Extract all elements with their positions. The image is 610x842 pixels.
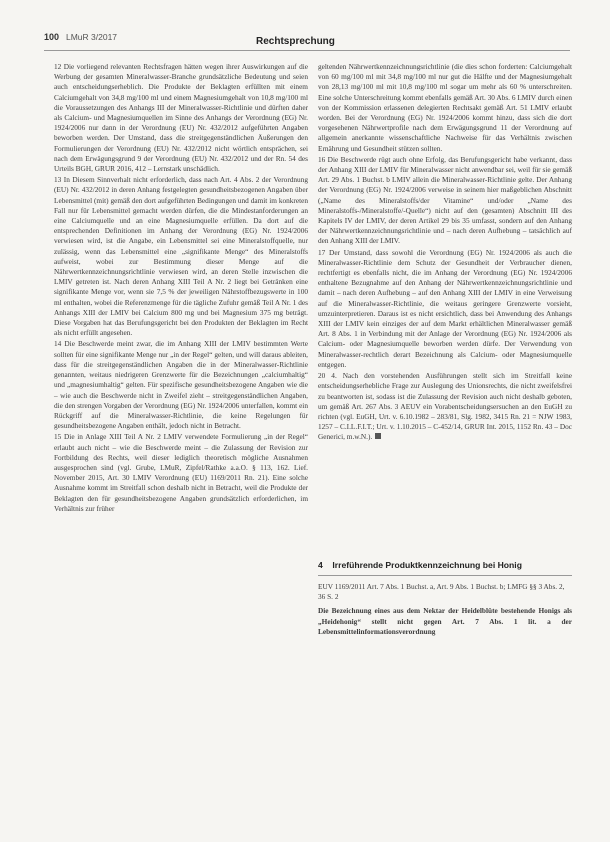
section-title: Rechtsprechung	[256, 36, 335, 47]
paragraph: 13 In Diesem Sinnverhalt nicht erforderlich, dass nach Art. 4 Abs. 2 der Verordnung (EU) Nr. 432/2012 in deren Anhang festgelegten gesundheitsbezogenen Angaben über Lebensmittel (mit) gemäß den dort aufgeführten Bedingungen und damit im konkreten Fall nur für Lebensmittel gemacht werden dürfen, die die Mindestanforderungen an eine Calciumquelle und an eine Magnesiumquelle erfüllen. Da dort auf die entsprechenden Definitionen im Anhang der Verordnung (EG) Nr. 1924/2006 verwiesen wird, ist die Angabe, ein Lebensmittel sei eine Mineralstoffquelle, nur zulässig, wenn das Lebensmittel eine „signifikante Menge“ des Mineralstoffs aufweist, wobei zur Bestimmung dieser Menge auf die Nährwertkennzeichnungsrichtlinie verwiesen wird, an deren Stelle inzwischen die LMIV getreten ist. Nach deren Anhang XIII Teil A Nr. 2 liegt bei Getränken eine signifikante Menge vor, wenn sie 7,5 % der jeweiligen Nährstoffbezugswerte in 100 ml enthalten, wobei die Referenzmenge für die tägliche Zufuhr gemäß Teil A Nr. 1 des Anhangs XIII der LMIV bei Calcium 800 mg und bei Magnesium 375 mg beträgt. Diese Vorgaben hat das Berufungsgericht bei den Produkten der Beklagten im Recht als nicht erfüllt angesehen.	[54, 175, 308, 338]
case-title: Irreführende Produktkennzeichnung bei Honig	[332, 560, 522, 570]
paragraph: 14 Die Beschwerde meint zwar, die im Anhang XIII der LMIV bestimmten Werte sollten für eine signifikante Menge nur „in der Regel“ gelten, und will daraus ableiten, dass für die streitgegenständlichen Angaben die in der Mineralwasser-Richtlinie genannten, weitaus niedrigeren Grenzwerte für die Bezeichnungen „calciumhaltig“ und „magnesiumhaltig“ gelten. Für spezifische gesundheitsbezogene Angaben wie die – wie auch die Beschwerde nicht in Zweifel zieht – streitgegenständlichen Angaben, die den strengen Vorgaben der Verordnung (EG) Nr. 1924/2006 unterfallen, kommt ein Rückgriff auf die Mineralwasser-Richtlinie, die keine Regelungen für gesundheitsbezogene Angaben enthält, jedoch nicht in Betracht.	[54, 339, 308, 431]
header-rule	[44, 50, 570, 51]
paragraph: 12 Die vorliegend relevanten Rechtsfragen hätten wegen ihrer Auswirkungen auf die Werbung der gesamten Mineralwasser-Branche grundsätzliche Bedeutung und seien auch entscheidungserheblich. Die Produkte der Beklagten erfüllten mit einem Calciumgehalt von 34,8 mg/100 ml und einem Magnesiumgehalt von 10,8 mg/100 ml die Voraussetzungen des Anhangs III der Mineralwasser-Richtlinie und dürften daher als Calcium- und Magnesiumquellen im Sinne des Anhangs der Verordnung (EG) Nr. 1924/2006 nur dann in der Verordnung (EU) Nr. 432/2012 aufgeführten Angaben beworben werden. Der Umstand, dass die streitgegenständlichen Äußerungen den Formulierungen der Verordnung (EU) Nr. 432/2012 nicht wörtlich entsprächen, sei nach dem Erwägungsgrund 9 der Verordnung (EU) Nr. 432/2012 und der Rn. 54 des Urteils BGH, GRUR 2016, 412 – Lernstark unschädlich.	[54, 62, 308, 174]
legal-reference: EUV 1169/2011 Art. 7 Abs. 1 Buchst. a, Art. 9 Abs. 1 Buchst. b; LMFG §§ 3 Abs. 2, 36 S. 2	[318, 582, 565, 602]
paragraph: 17 Der Umstand, dass sowohl die Verordnung (EG) Nr. 1924/2006 als auch die Mineralwasser-Richtlinie dem Schutz der Gesundheit der Verbraucher dienen, rechtfertigt es ebenfalls nicht, die im Anhang der Verordnung (EG) Nr. 1924/2006 enthaltene Bezugnahme auf den Anhang der Nährwertkennzeichnungsrichtlinie und damit – nach deren Aufhebung – auf den Anhang XIII der LMIV in eine Verweisung auf die Mineralwasser-Richtlinie, die weitaus geringere Grenzwerte vorsieht, umzuinterpretieren. Daraus ist es nicht ersichtlich, dass bei Anwendung des Anhangs XIII der LMIV kein einziges der auf dem Markt erhältlichen Mineralwasser gemäß Art. 8 Abs. 1 in Verbindung mit der Anlage der Verordnung (EG) Nr. 1924/2006 als Calcium- oder Magnesiumquelle beworben werden dürfe. Der Verwendung von Mineralwasser-rechtlich derart Bezeichnung als Calcium- oder Magnesiumquelle entgegen.	[318, 247, 572, 369]
case-title-row	[318, 560, 572, 570]
case-headline	[318, 560, 572, 637]
paragraph-last	[318, 371, 572, 442]
headnote: Die Bezeichnung eines aus dem Nektar der Heidelblüte bestehende Honigs als „Heidehonig“ stellt nicht gegen Art. 7 Abs. 1 lit. a der Lebensmittelinformationsverordnung	[318, 606, 572, 636]
headline-rule	[318, 575, 572, 576]
journal-issue: LMuR 3/2017	[66, 32, 118, 42]
case-number: 4	[318, 560, 323, 570]
page-number: 100	[44, 32, 60, 42]
right-column	[318, 62, 572, 444]
paragraph: 15 Die in Anlage XIII Teil A Nr. 2 LMIV verwendete Formulierung „in der Regel“ erlaubt auch nicht – wie die Beschwerde meint – die Zulassung der Revision zur Fortbildung des Rechts, weil dieser lediglich theoretisch mögliche Ausnahmen ausgesprochen sind (vgl. Grube, LMuR, Zipfel/Rathke a.a.O. § 113, 162. Lief. November 2015, Art. 30 LMIV Verordnung (EU) 1169/2011 Rn. 21). Eine solche Ausnahme kommt im Streitfall schon deshalb nicht in Betracht, weil die Produkte der Beklagten den für gesundheitsbezogene Angaben grundsätzlich erforderlichen, im Verhältnis zur früher	[54, 432, 308, 513]
left-column	[54, 62, 308, 515]
page-header	[44, 30, 570, 52]
end-mark-icon	[375, 433, 381, 439]
paragraph: geltenden Nährwertkennzeichnungsrichtlinie (die dies schon forderten: Calciumgehalt von 60 mg/100 ml mit 34,8 mg/100 ml nur gut die Hälfte und der Magnesiumgehalt von 28,13 mg/100 ml mit 10,8 mg/100 ml sogar um mehr als 60 % unterschreiten. Eine solche Unterschreitung kommt ebenfalls gemäß Art. 30 Abs. 6 LMIV durch einen von der Kommission erlassenen delegierten Rechtsakt gemäß Art. 51 LMIV erlaubt worden. Bei der Verordnung (EG) Nr. 1924/2006 kommt hinzu, dass sich die dort vorgesehenen Nährwertprofile nach dem Erwägungsgrund 11 der Verordnung auf allgemein anerkannte wissenschaftliche Nachweise für das Verhältnis zwischen Ernährung und Gesundheit stützen sollten.	[318, 62, 572, 153]
paragraph-text: 20 4. Nach den vorstehenden Ausführungen stellt sich im Streitfall keine entscheidungserhebliche Frage zur Auslegung des Unionsrechts, die nicht zweifelsfrei zu beantworten ist, sodass ist die Zulassung der Revision auch nicht deshalb geboten, um gemäß Art. 267 Abs. 3 AEUV ein Vorabentscheidungsersuchen an den EuGH zu richten (vgl. EuGH, Urt. v. 6.10.1982 – 283/81, Slg. 1982, 3415 Rn. 21 = NJW 1983, 1257 – C.I.L.F.I.T.; Urt. v. 1.10.2015 – C-452/14, GRUR Int. 2015, 1152 Rn. 43 – Doc Generici, m.w.N.).	[318, 371, 572, 442]
paragraph: 16 Die Beschwerde rügt auch ohne Erfolg, das Berufungsgericht habe verkannt, dass der Anhang XIII der LMIV für Mineralwasser nicht anwendbar sei, weil für sie gemäß Art. 29 Abs. 1 Buchst. b LMIV allein die Mineralwasser-Richtlinie gelte. Der Anhang der Verordnung (EG) Nr. 1924/2006 verweise in seinem hier maßgeblichen Abschnitt („Name des Mineralstoffs/der Vitamine“ und/oder „Name des Mineralstoffs-/Mineralstoffe/-Quelle“) nicht auf den (gesamten) Abschnitt III des Kapitels IV der LMIV, der deren Artikel 29 bis 35 umfasst, sondern auf den Anhang der Nährwertkennzeichnungsrichtlinie und – nach deren Aufhebung – tatsächlich auf den Anhang XIII der LMIV.	[318, 154, 572, 246]
